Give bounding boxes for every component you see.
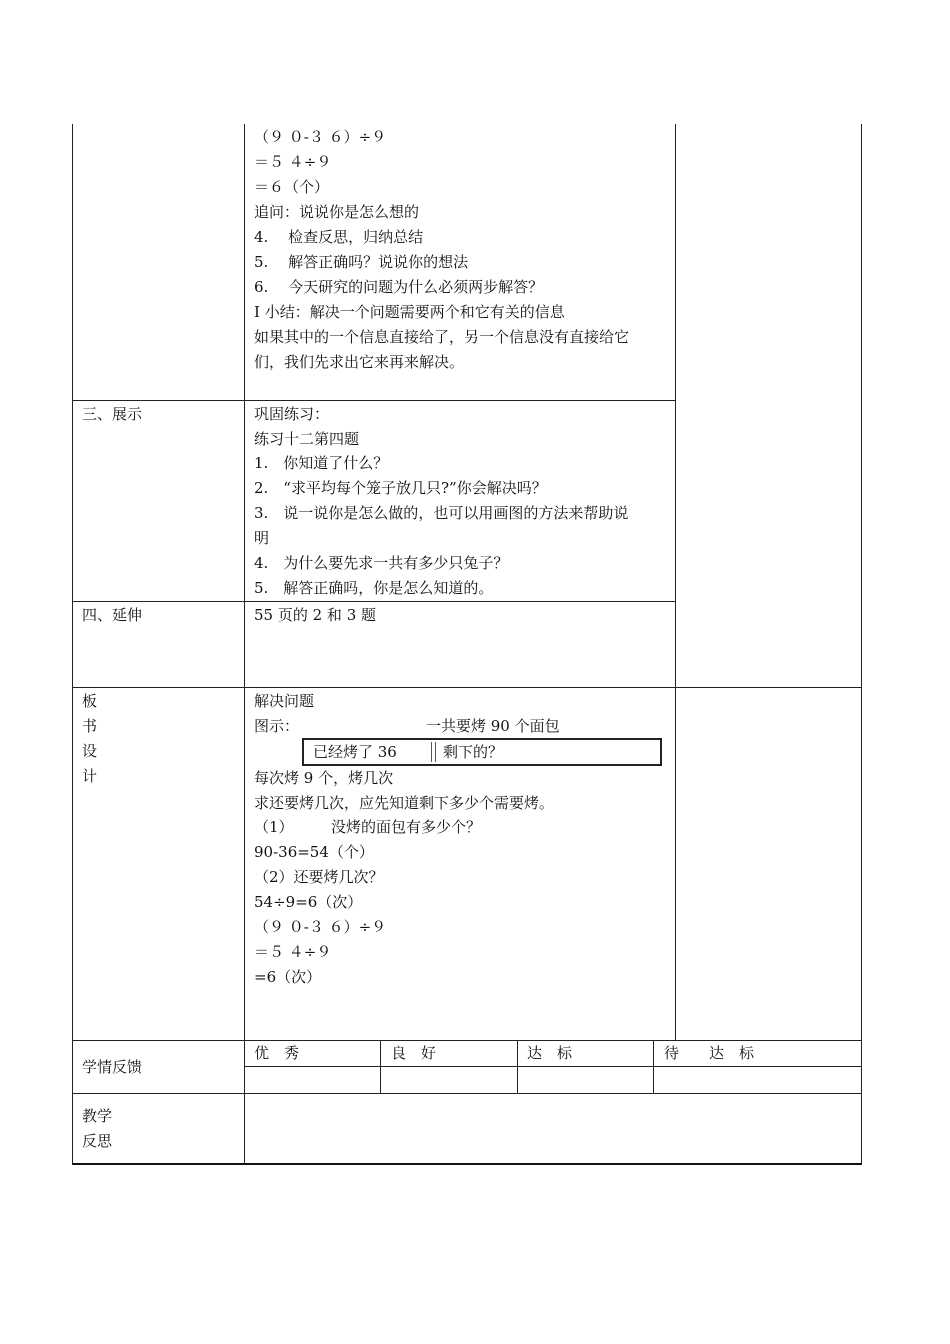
content-line: 90-36=54（个） <box>254 843 374 861</box>
diagram-bar-remaining: 剩下的？ <box>443 743 504 761</box>
table-bottom-border <box>72 1163 862 1165</box>
notes-column-divider <box>675 124 676 1040</box>
content-line: 4. 检查反思，归纳总结 <box>254 228 424 246</box>
content-line: 们，我们先求出它来再来解决。 <box>254 353 465 371</box>
feedback-level-pass: 达 标 <box>527 1044 573 1062</box>
content-line: 每次烤 9 个，烤几次 <box>254 769 394 787</box>
content-line: （９ ０-３ ６）÷９ <box>254 918 387 936</box>
content-line: 明 <box>254 529 270 547</box>
section-extend-text: 55 页的 2 和 3 题 <box>254 606 377 624</box>
feedback-level-excellent: 优 秀 <box>254 1044 300 1062</box>
content-line: ＝５ ４÷９ <box>254 943 332 961</box>
table-left-border <box>72 124 73 1165</box>
content-line: 6. 今天研究的问题为什么必须两步解答？ <box>254 278 544 296</box>
feedback-divider-2 <box>517 1040 518 1093</box>
diagram-label: 图示： <box>254 717 300 735</box>
content-line: 练习十二第四题 <box>254 430 360 448</box>
row-divider-board-top <box>72 687 862 688</box>
row-divider-feedback-middle <box>244 1066 862 1067</box>
diagram-total-label: 一共要烤 90 个面包 <box>426 717 560 735</box>
table-right-border <box>861 124 862 1165</box>
board-label-char: 设 <box>82 742 98 760</box>
reflection-label-line: 教学 <box>82 1107 113 1125</box>
row-divider-extend-top <box>72 601 676 602</box>
diagram-bar-divider <box>431 742 432 762</box>
content-line: 巩固练习： <box>254 405 330 423</box>
feedback-label: 学情反馈 <box>82 1058 143 1076</box>
content-line: 5. 解答正确吗，你是怎么知道的。 <box>254 579 494 597</box>
content-line: 5. 解答正确吗？说说你的想法 <box>254 253 469 271</box>
reflection-label-line: 反思 <box>82 1132 113 1150</box>
content-line: （９ ０-３ ６）÷９ <box>254 128 387 146</box>
content-line: 4. 为什么要先求一共有多少只兔子？ <box>254 554 509 572</box>
content-line: ＝６（个） <box>254 178 330 196</box>
content-line: ＝５ ４÷９ <box>254 153 332 171</box>
row-divider-show-top <box>72 400 676 401</box>
content-line: 3. 说一说你是怎么做的，也可以用画图的方法来帮助说 <box>254 504 629 522</box>
content-line: 求还要烤几次，应先知道剩下多少个需要烤。 <box>254 794 555 812</box>
feedback-divider-1 <box>380 1040 381 1093</box>
content-line: （2）还要烤几次？ <box>254 868 384 886</box>
diagram-bar-baked: 已经烤了 36 <box>313 743 397 761</box>
section-show-label: 三、展示 <box>82 405 143 423</box>
section-extend-label: 四、延伸 <box>82 606 143 624</box>
diagram-bar-divider <box>435 742 436 762</box>
content-line: =6（次） <box>254 968 322 986</box>
board-title: 解决问题 <box>254 692 315 710</box>
feedback-divider-3 <box>653 1040 654 1093</box>
board-label-char: 板 <box>82 692 98 710</box>
diagram-bar <box>302 738 662 766</box>
board-label-char: 书 <box>82 717 98 735</box>
feedback-level-pending: 待 达 标 <box>664 1044 755 1062</box>
content-line: （1） 没烤的面包有多少个？ <box>254 818 482 836</box>
content-line: 如果其中的一个信息直接给了，另一个信息没有直接给它 <box>254 328 630 346</box>
board-label-char: 计 <box>82 767 98 785</box>
content-line: 2. “求平均每个笼子放几只?”你会解决吗？ <box>254 479 547 497</box>
row-divider-reflection-top <box>72 1093 862 1094</box>
content-line: I 小结：解决一个问题需要两个和它有关的信息 <box>254 303 565 321</box>
content-line: 1. 你知道了什么？ <box>254 454 389 472</box>
label-column-divider <box>244 124 245 1165</box>
content-line: 54÷9=6（次） <box>254 893 363 911</box>
feedback-level-good: 良 好 <box>391 1044 437 1062</box>
content-line: 追问：说说你是怎么想的 <box>254 203 420 221</box>
